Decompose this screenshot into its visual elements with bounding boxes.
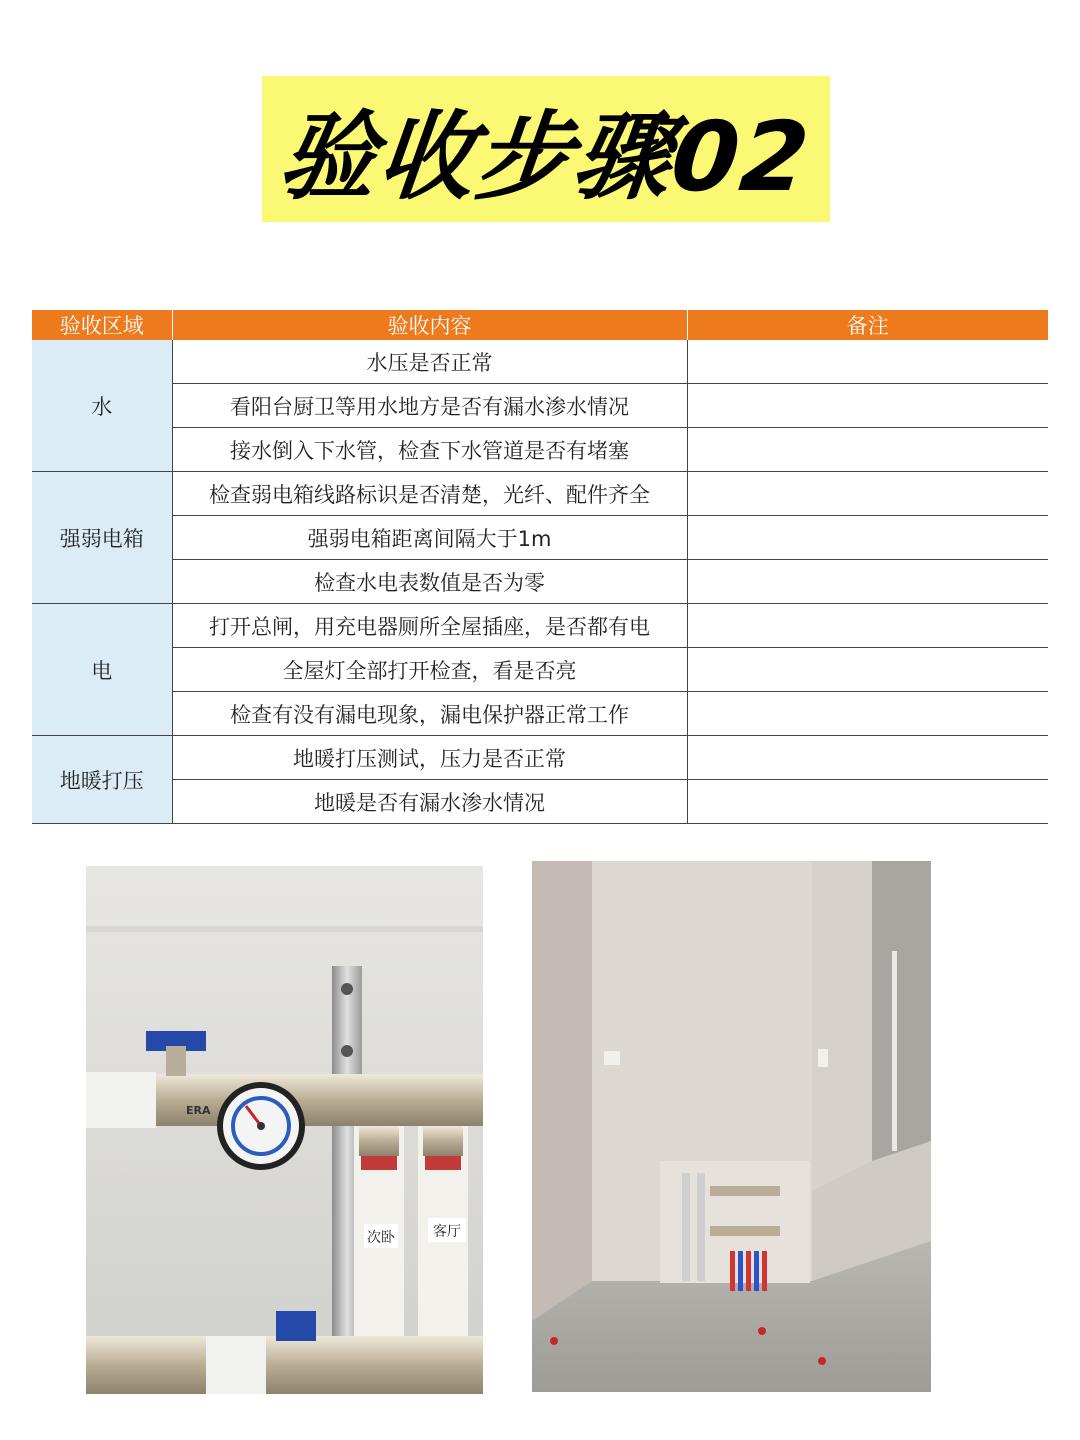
note-cell [687,428,1048,472]
inspection-table [32,310,1048,824]
area-cell: 电 [32,604,172,736]
note-cell [687,736,1048,780]
content-cell: 水压是否正常 [172,340,687,384]
area-cell: 地暖打压 [32,736,172,824]
table-header-row [32,310,1048,340]
header-area: 验收区域 [32,310,172,340]
note-cell [687,780,1048,824]
manifold-gauge-photo [86,866,483,1394]
table-row [32,648,1048,692]
note-cell [687,516,1048,560]
pipe-label-living-room: 客厅 [433,1224,461,1240]
room-manifold-photo [532,861,931,1392]
pipe-label-bedroom: 次卧 [367,1230,395,1246]
table-row [32,472,1048,516]
content-cell: 检查水电表数值是否为零 [172,560,687,604]
area-cell: 水 [32,340,172,472]
content-cell: 打开总闸，用充电器厕所全屋插座，是否都有电 [172,604,687,648]
note-cell [687,604,1048,648]
table-row [32,428,1048,472]
table-row [32,340,1048,384]
room-manifold-illustration [532,861,931,1392]
table-row [32,604,1048,648]
note-cell [687,384,1048,428]
brand-text: ERA [186,1104,211,1117]
content-cell: 检查有没有漏电现象，漏电保护器正常工作 [172,692,687,736]
content-cell: 全屋灯全部打开检查，看是否亮 [172,648,687,692]
note-cell [687,340,1048,384]
table-row [32,736,1048,780]
table-row [32,692,1048,736]
table-row [32,516,1048,560]
manifold-gauge-illustration [86,866,483,1394]
content-cell: 地暖是否有漏水渗水情况 [172,780,687,824]
content-cell: 强弱电箱距离间隔大于1m [172,516,687,560]
title-banner [262,76,830,222]
header-content: 验收内容 [172,310,687,340]
content-cell: 看阳台厨卫等用水地方是否有漏水渗水情况 [172,384,687,428]
table-row [32,560,1048,604]
note-cell [687,648,1048,692]
content-cell: 地暖打压测试，压力是否正常 [172,736,687,780]
note-cell [687,560,1048,604]
header-note: 备注 [687,310,1048,340]
note-cell [687,692,1048,736]
area-cell: 强弱电箱 [32,472,172,604]
table-row [32,780,1048,824]
content-cell: 接水倒入下水管，检查下水管道是否有堵塞 [172,428,687,472]
note-cell [687,472,1048,516]
content-cell: 检查弱电箱线路标识是否清楚，光纤、配件齐全 [172,472,687,516]
table-row [32,384,1048,428]
page-title: 验收步骤02 [274,100,816,213]
